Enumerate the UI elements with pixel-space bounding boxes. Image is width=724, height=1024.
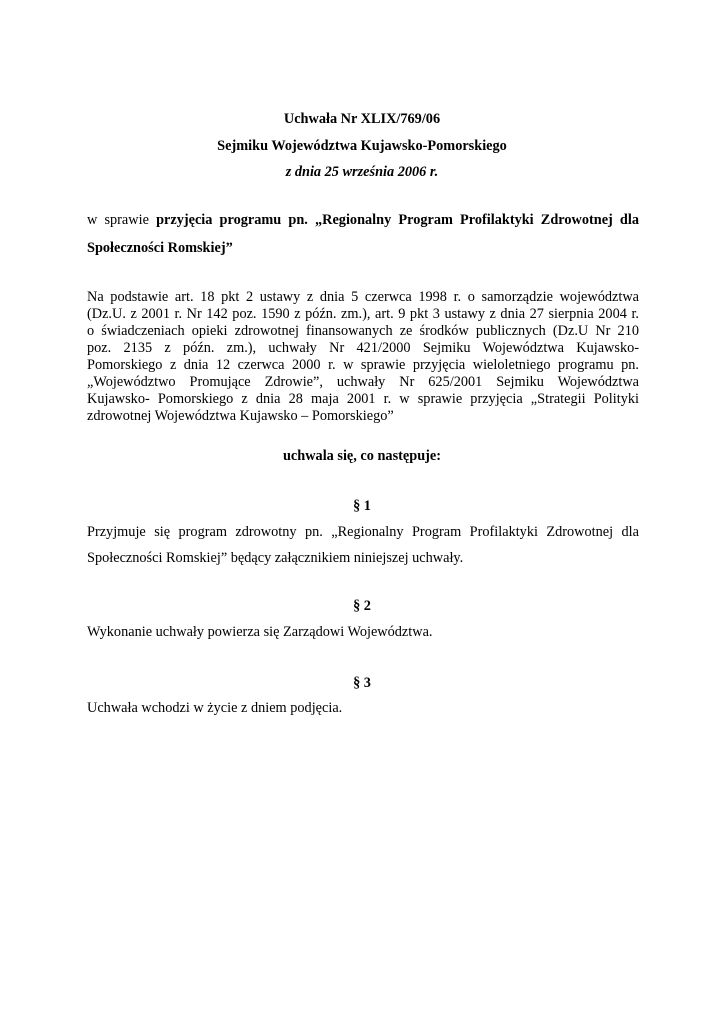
basis-line: Kujawsko- Pomorskiego z dnia 28 maja 2001 r. w sprawie przyjęcia „Strategii Polityki	[87, 391, 639, 407]
basis-line: „Województwo Promujące Zdrowie”, uchwały Nr 625/2001 Sejmiku Województwa	[87, 374, 639, 390]
section-3-heading: § 3	[353, 675, 371, 691]
section-1-heading: § 1	[353, 498, 371, 514]
basis-line: poz. 2135 z późn. zm.), uchwały Nr 421/2000 Sejmiku Województwa Kujawsko-	[87, 340, 639, 356]
resolution-issuer: Sejmiku Województwa Kujawsko-Pomorskiego	[217, 138, 507, 154]
basis-line: zdrowotnej Województwa Kujawsko – Pomorskiego”	[87, 408, 394, 424]
basis-line: Na podstawie art. 18 pkt 2 ustawy z dnia 5 czerwca 1998 r. o samorządzie województwa	[87, 289, 639, 305]
section-3-text-line: Uchwała wchodzi w życie z dniem podjęcia.	[87, 700, 343, 716]
section-1-text-line: Przyjmuje się program zdrowotny pn. „Regionalny Program Profilaktyki Zdrowotnej dla	[87, 524, 639, 540]
resolution-title: Uchwała Nr XLIX/769/06	[283, 111, 441, 127]
section-2-heading: § 2	[353, 598, 371, 614]
subject-prefix: w sprawie	[87, 212, 157, 228]
section-1-text-line: Społeczności Romskiej” będący załącznikiem niniejszej uchwały.	[87, 550, 464, 566]
subject-title-part-1: przyjęcia programu pn. „Regionalny Program Profilaktyki Zdrowotnej dla	[156, 212, 639, 228]
basis-line: Pomorskiego z dnia 12 czerwca 2000 r. w sprawie przyjęcia wieloletniego programu pn.	[87, 357, 639, 373]
subject-line-1	[87, 212, 639, 229]
resolution-date: z dnia 25 września 2006 r.	[285, 164, 439, 180]
subject-title-part-2: Społeczności Romskiej”	[87, 240, 233, 256]
basis-line: o świadczeniach opieki zdrowotnej finansowanych ze środków publicznych (Dz.U Nr 210	[87, 323, 639, 339]
resolves-heading: uchwala się, co następuje:	[282, 448, 442, 464]
section-2-text-line: Wykonanie uchwały powierza się Zarządowi Województwa.	[87, 624, 433, 640]
basis-line: (Dz.U. z 2001 r. Nr 142 poz. 1590 z późn. zm.), art. 9 pkt 3 ustawy z dnia 27 sierpnia 2004 r.	[87, 306, 639, 322]
